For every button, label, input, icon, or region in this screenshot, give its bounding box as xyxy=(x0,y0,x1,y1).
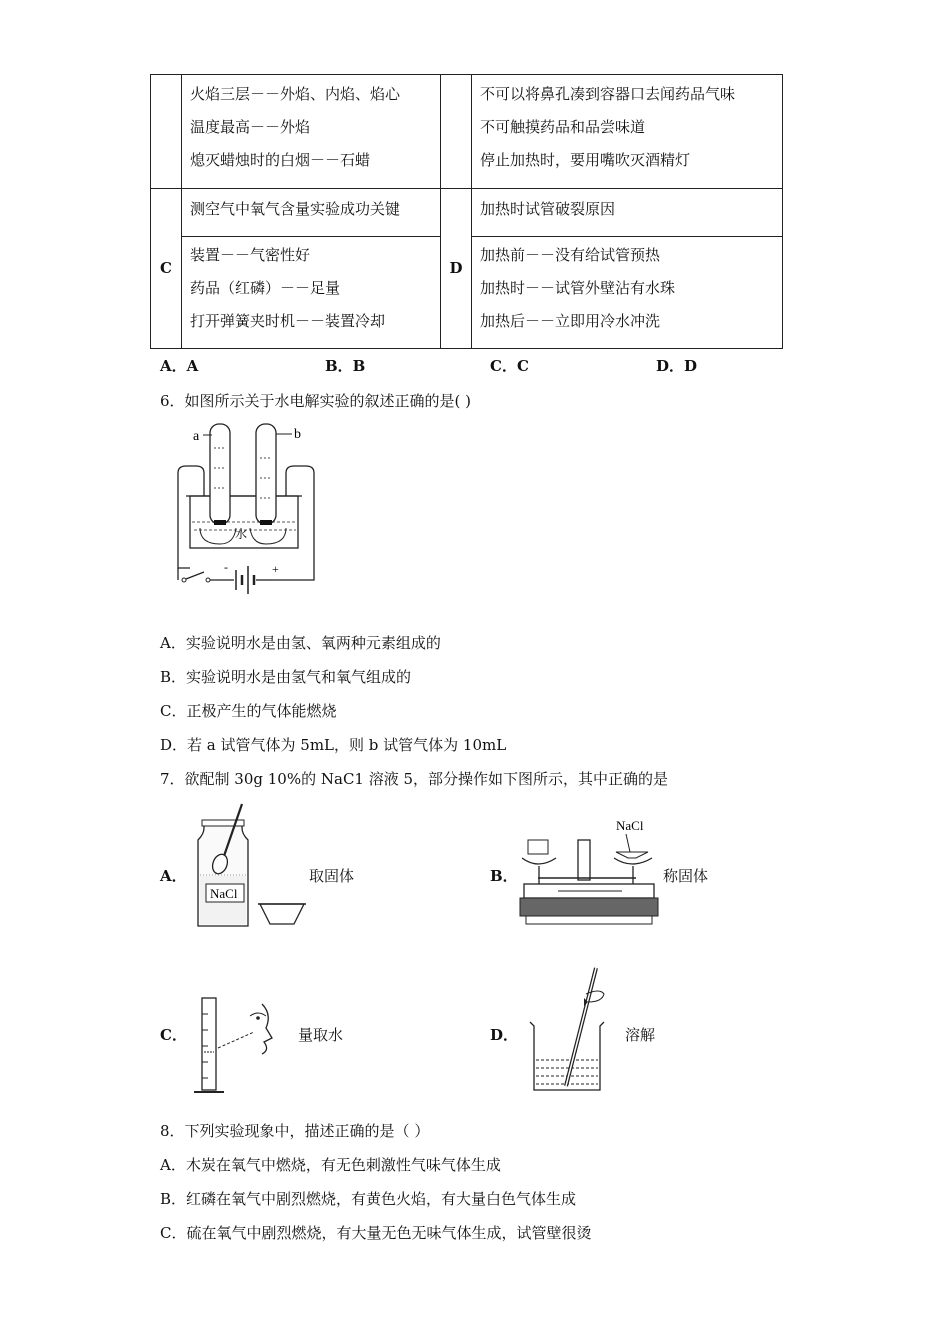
q5-top-right-line: 不可以将鼻孔凑到容器口去闻药品气味 xyxy=(480,85,736,103)
q6-option-a[interactable]: A．实验说明水是由氢、氧两种元素组成的 xyxy=(160,634,441,652)
q6-option-b[interactable]: B．实验说明水是由氢气和氧气组成的 xyxy=(160,668,412,686)
q5-table xyxy=(150,74,783,349)
q7-option-d-label[interactable]: D． xyxy=(490,1026,519,1044)
q7-option-a-label[interactable]: A． xyxy=(160,867,187,885)
q5-answer-c[interactable]: C．C xyxy=(490,357,529,375)
q5-top-right-line: 不可触摸药品和品尝味道 xyxy=(480,118,646,136)
measure-water-figure xyxy=(192,994,292,1098)
q5-d-line: 加热时－－试管外壁沾有水珠 xyxy=(480,279,676,297)
water-electrolysis-figure xyxy=(160,418,330,608)
q5-d-line: 加热后－－立即用冷水冲洗 xyxy=(480,312,661,330)
q5-c-title: 测空气中氧气含量实验成功关键 xyxy=(182,189,441,237)
q8-option-b[interactable]: B．红磷在氧气中剧烈燃烧，有黄色火焰，有大量白色气体生成 xyxy=(160,1190,577,1208)
q5-answer-d[interactable]: D．D xyxy=(656,357,698,375)
nacl-bottle-label: NaCl xyxy=(210,886,238,901)
nacl-balance-label: NaCl xyxy=(616,818,644,833)
q7-option-c-text: 量取水 xyxy=(298,1026,344,1044)
q5-c-line: 打开弹簧夹时机－－装置冷却 xyxy=(190,312,386,330)
q7-option-d-text: 溶解 xyxy=(625,1026,656,1044)
q5-cell-d-lines xyxy=(472,237,783,349)
water-label: 水 xyxy=(235,527,248,541)
q5-top-left-line: 火焰三层－－外焰、内焰、焰心 xyxy=(190,85,401,103)
battery-minus-label: - xyxy=(224,560,228,574)
q5-option-c-label: C xyxy=(151,189,182,349)
q8-option-c[interactable]: C．硫在氧气中剧烈燃烧，有大量无色无味气体生成，试管壁很烫 xyxy=(160,1224,592,1242)
q8-stem: 8．下列实验现象中，描述正确的是（ ） xyxy=(160,1122,430,1140)
q5-answer-b[interactable]: B．B xyxy=(325,357,366,375)
q5-top-right-line: 停止加热时，要用嘴吹灭酒精灯 xyxy=(480,151,691,169)
q7-option-c-label[interactable]: C． xyxy=(160,1026,187,1044)
q5-cell-top-right xyxy=(472,75,783,189)
q5-c-line: 药品（红磷）－－足量 xyxy=(190,279,341,297)
q8-option-a[interactable]: A．木炭在氧气中燃烧，有无色刺激性气味气体生成 xyxy=(160,1156,501,1174)
q5-option-d-label: D xyxy=(441,189,472,349)
q7-option-a-text: 取固体 xyxy=(309,867,355,885)
tube-b-label: b xyxy=(294,427,301,442)
q5-d-title: 加热时试管破裂原因 xyxy=(472,189,783,237)
q7-option-b-label[interactable]: B． xyxy=(490,867,518,885)
q7-option-b-text: 称固体 xyxy=(663,867,709,885)
q7-stem: 7．欲配制 30g 10%的 NaC1 溶液 5，部分操作如下图所示，其中正确的是 xyxy=(160,770,669,788)
q6-option-c[interactable]: C．正极产生的气体能燃烧 xyxy=(160,702,337,720)
dissolve-figure xyxy=(524,964,614,1096)
weigh-solid-figure xyxy=(518,812,663,930)
q5-cell-top-left xyxy=(182,75,441,189)
q5-top-left-line: 温度最高－－外焰 xyxy=(190,118,311,136)
q5-d-line: 加热前－－没有给试管预热 xyxy=(480,246,661,264)
q5-row1-label-right xyxy=(441,75,472,189)
q6-stem: 6．如图所示关于水电解实验的叙述正确的是( ) xyxy=(160,392,472,410)
q5-answer-a[interactable]: A．A xyxy=(160,357,199,375)
battery-plus-label: + xyxy=(272,562,279,576)
tube-a-label: a xyxy=(193,429,200,444)
q6-option-d[interactable]: D．若 a 试管气体为 5mL，则 b 试管气体为 10mL xyxy=(160,736,507,754)
q5-cell-c-lines xyxy=(182,237,441,349)
q5-c-line: 装置－－气密性好 xyxy=(190,246,311,264)
take-solid-figure xyxy=(190,800,310,930)
q5-top-left-line: 熄灭蜡烛时的白烟－－石蜡 xyxy=(190,151,371,169)
q5-row1-label xyxy=(151,75,182,189)
